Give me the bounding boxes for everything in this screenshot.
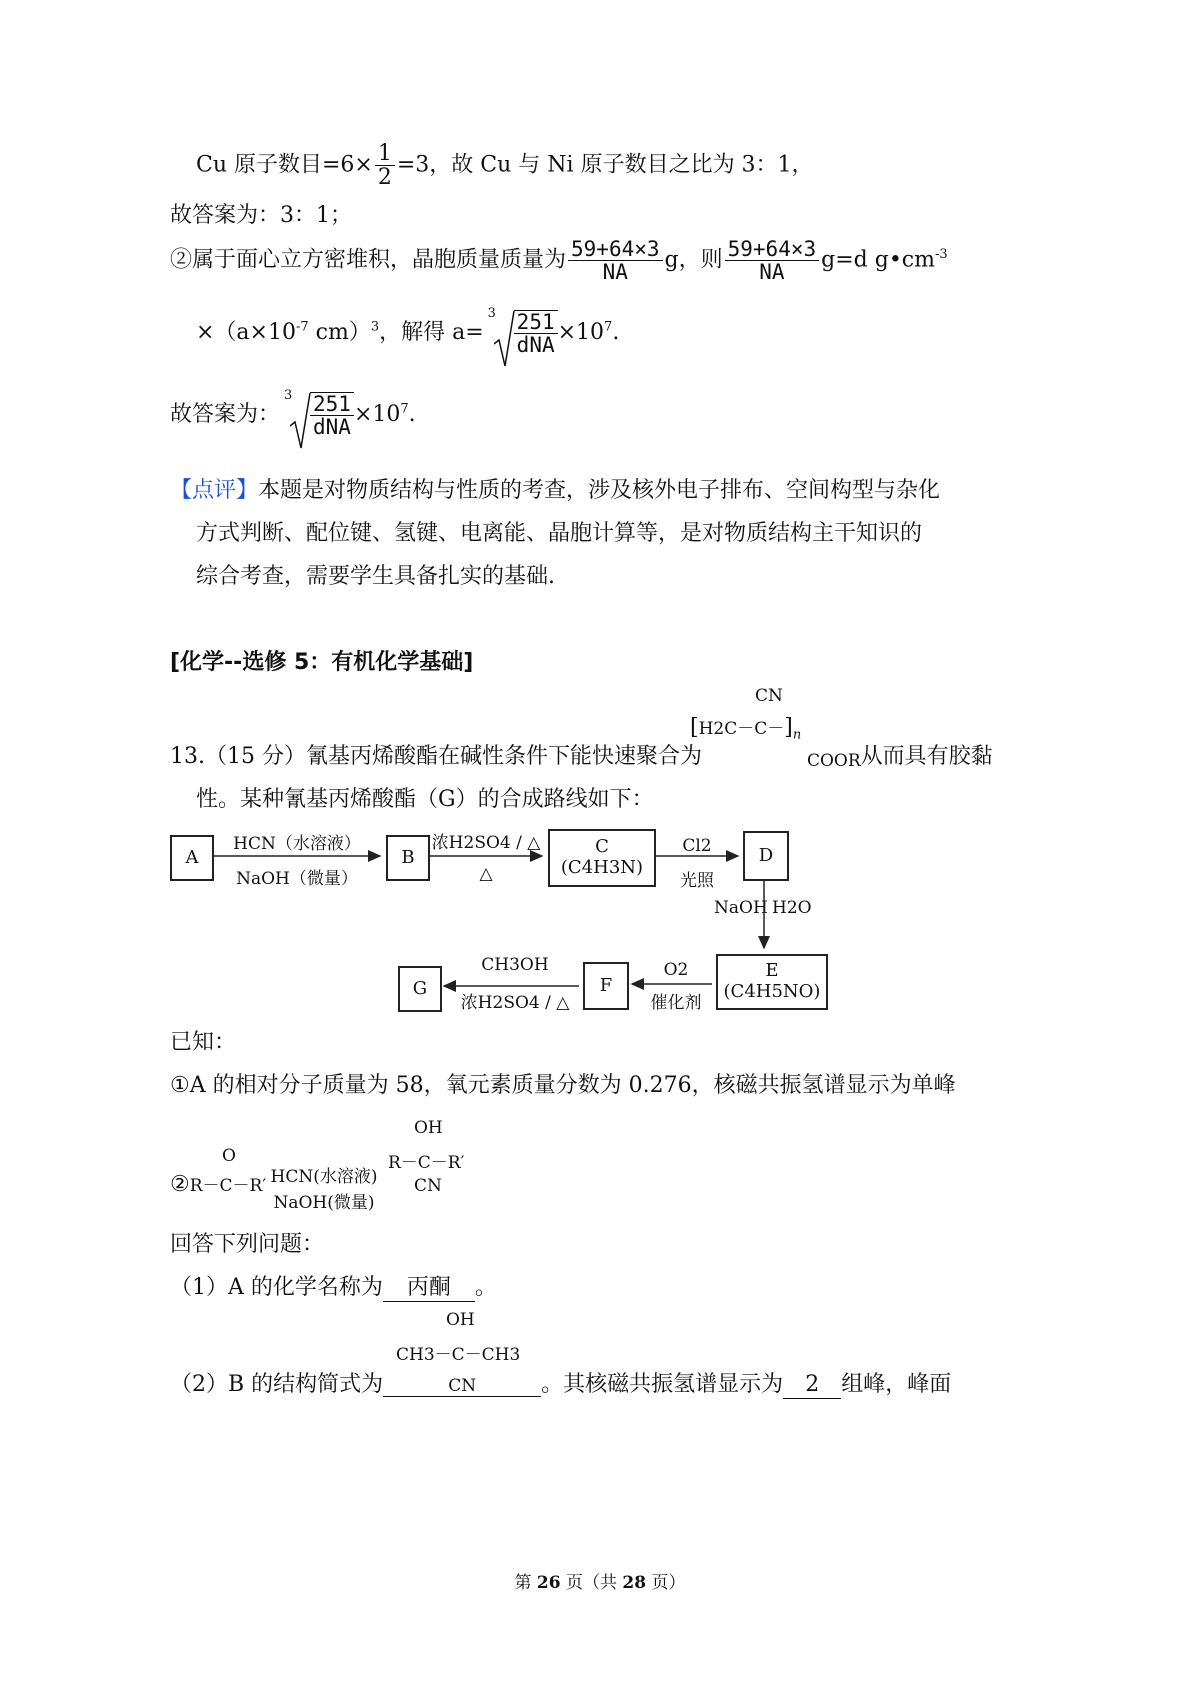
fraction-numerator: 59+64×3	[725, 238, 820, 261]
fraction-numerator: 1	[375, 142, 395, 166]
product-structure: R－C－R′	[388, 1153, 465, 1173]
box-g-label: G	[412, 977, 428, 999]
solve-text-3: ，解得 a=	[379, 320, 484, 346]
root-fraction	[514, 310, 558, 356]
box-e-formula: (C4H5NO)	[723, 981, 821, 1002]
solve-line	[196, 306, 620, 358]
fraction-numerator: 59+64×3	[568, 238, 663, 261]
q1-line	[170, 1275, 497, 1302]
density-exponent: -3	[934, 247, 948, 263]
polymer-n: n	[792, 727, 802, 743]
box-d-label: D	[758, 844, 774, 866]
route-box-b	[386, 835, 430, 881]
q1-text-1: （1）A 的化学名称为	[170, 1275, 383, 1300]
reaction-arrow-bottom: NaOH(微量)	[273, 1193, 375, 1213]
product-cn: CN	[414, 1176, 442, 1196]
solve-exp-3: 7	[604, 319, 613, 335]
solve-text-4: ×10	[557, 320, 605, 346]
q2-text-1: （2）B 的结构简式为	[170, 1372, 384, 1397]
cube-root	[487, 306, 558, 358]
comment-line-2: 方式判断、配位键、氢键、电离能、晶胞计算等，是对物质结构主干知识的	[196, 521, 923, 546]
box-b-label: B	[401, 846, 415, 868]
radical-sign-icon	[494, 310, 516, 368]
fraction-denominator: NA	[759, 260, 785, 285]
box-a-label: A	[185, 846, 199, 868]
q2-line	[170, 1372, 951, 1399]
question-13-line-2: 性。某种氰基丙烯酸酯（G）的合成路线如下：	[196, 787, 654, 812]
arrow-cd-top: Cl2	[682, 836, 712, 856]
polymer-bracket-left: [	[690, 715, 699, 740]
cu-count-text-1: Cu 原子数目=6×	[196, 152, 373, 178]
cu-count-line	[196, 142, 814, 189]
fraction-numerator: 251	[310, 393, 354, 416]
solve-text-1: ×（a×10	[196, 320, 296, 346]
q1-answer-blank: 丙酮	[383, 1275, 475, 1302]
question-13-text-1-end: 从而具有胶黏	[860, 744, 993, 769]
fraction-denominator: dNA	[313, 415, 351, 440]
arrow-bc-top: 浓H2SO4 / △	[431, 833, 541, 853]
box-e-label: E	[765, 960, 779, 982]
cell-mass-fraction	[568, 238, 663, 283]
box-f-label: F	[599, 974, 613, 996]
comment-line-3: 综合考查，需要学生具备扎实的基础.	[196, 564, 555, 589]
solve-exp-1: -7	[295, 319, 309, 335]
answer-a-exp: 7	[400, 401, 409, 417]
fraction-one-half	[375, 142, 395, 189]
question-13-text-1: 13.（15 分）氰基丙烯酸酯在碱性条件下能快速聚合为	[170, 744, 702, 769]
b-struct-mid: CH3－C－CH3	[396, 1345, 521, 1365]
arrow-ef-bottom: 催化剂	[650, 993, 702, 1013]
fraction-denominator: dNA	[516, 333, 555, 358]
arrow-fg-bottom: 浓H2SO4 / △	[460, 993, 570, 1013]
root-index: 3	[284, 388, 293, 403]
arrow-ab-top: HCN（水溶液）	[233, 834, 361, 854]
known-item-2-prefix: ②	[170, 1172, 190, 1197]
q1-text-2: 。	[474, 1275, 497, 1300]
known-item-2	[170, 1172, 266, 1198]
reactant-structure: R－C－R′	[189, 1176, 267, 1196]
footer-prefix: 第	[514, 1573, 537, 1593]
box-c-label: C	[595, 836, 609, 858]
arrow-ab-bottom: NaOH（微量）	[236, 869, 358, 889]
section-title: [化学--选修 5：有机化学基础]	[170, 650, 474, 675]
arrow-cd-bottom: 光照	[680, 871, 714, 891]
q2-structure-blank: CN	[383, 1376, 541, 1397]
fraction-numerator: 251	[514, 311, 558, 334]
route-box-d	[743, 831, 789, 881]
density-line	[170, 238, 948, 283]
polymer-chain	[690, 714, 801, 742]
solve-exp-2: 3	[370, 319, 380, 335]
route-box-a	[170, 835, 214, 881]
polymer-coor: COOR	[806, 751, 861, 771]
root-fraction	[310, 392, 354, 438]
reactant-o: O	[222, 1146, 236, 1166]
route-box-c	[548, 829, 656, 887]
solve-text-2: cm）	[308, 320, 371, 346]
footer-suffix: 页）	[646, 1573, 686, 1593]
route-box-f	[583, 962, 629, 1010]
reaction-arrow-top: HCN(水溶液)	[270, 1167, 378, 1187]
fraction-denominator: NA	[602, 260, 628, 285]
density-text-2: g，则	[664, 247, 723, 273]
answer-a-text-3: .	[408, 402, 416, 428]
comment-line-1	[170, 478, 940, 504]
density-text-1: ②属于面心立方密堆积，晶胞质量质量为	[170, 247, 567, 273]
known-item-1: ①A 的相对分子质量为 58，氧元素质量分数为 0.276，核磁共振氢谱显示为单峰	[170, 1073, 956, 1098]
answer-ratio-line: 故答案为：3：1；	[170, 203, 352, 228]
cube-root	[284, 388, 354, 440]
route-box-e	[716, 954, 828, 1010]
box-c-formula: (C4H3N)	[560, 857, 644, 878]
answer-a-text-1: 故答案为：	[170, 402, 281, 428]
polymer-cn: CN	[755, 686, 783, 706]
question-13-line-1	[170, 744, 993, 770]
cu-count-text-2: =3，故 Cu 与 Ni 原子数目之比为 3：1，	[396, 152, 814, 178]
footer-total-pages: 28	[622, 1573, 647, 1593]
polymer-chain-text: H2C－C－	[698, 719, 785, 739]
comment-text-1: 本题是对物质结构与性质的考查，涉及核外电子排布、空间构型与杂化	[258, 478, 941, 503]
known-title: 已知：	[170, 1030, 237, 1055]
radical-sign-icon	[290, 392, 312, 450]
footer-page-number: 26	[536, 1573, 561, 1593]
arrow-de-left: NaOH	[714, 898, 768, 918]
q2-text-3: 组峰，峰面	[841, 1372, 952, 1397]
density-text-3: g=d g•cm	[821, 247, 935, 273]
root-index: 3	[487, 306, 496, 321]
page-footer	[0, 1568, 1200, 1593]
fraction-denominator: 2	[377, 165, 392, 191]
answer-a-text-2: ×10	[353, 402, 401, 428]
comment-label: 【点评】	[170, 478, 259, 503]
answer-a-line	[170, 388, 416, 440]
q2-peaks-blank: 2	[783, 1372, 841, 1399]
arrow-bc-bottom: △	[479, 864, 493, 884]
b-struct-oh: OH	[446, 1310, 475, 1330]
polymer-bracket-right: ]	[784, 715, 793, 740]
cell-mass-fraction-2	[725, 238, 820, 283]
solve-text-5: .	[612, 320, 620, 346]
product-oh: OH	[414, 1118, 443, 1138]
answers-title: 回答下列问题：	[170, 1232, 325, 1257]
arrow-de-right: H2O	[772, 898, 812, 918]
arrow-ef-top: O2	[663, 960, 689, 980]
footer-middle: 页（共	[560, 1573, 623, 1593]
q2-text-2: 。其核磁共振氢谱显示为	[541, 1372, 784, 1397]
route-box-g	[398, 966, 442, 1012]
arrow-fg-top: CH3OH	[481, 955, 549, 975]
